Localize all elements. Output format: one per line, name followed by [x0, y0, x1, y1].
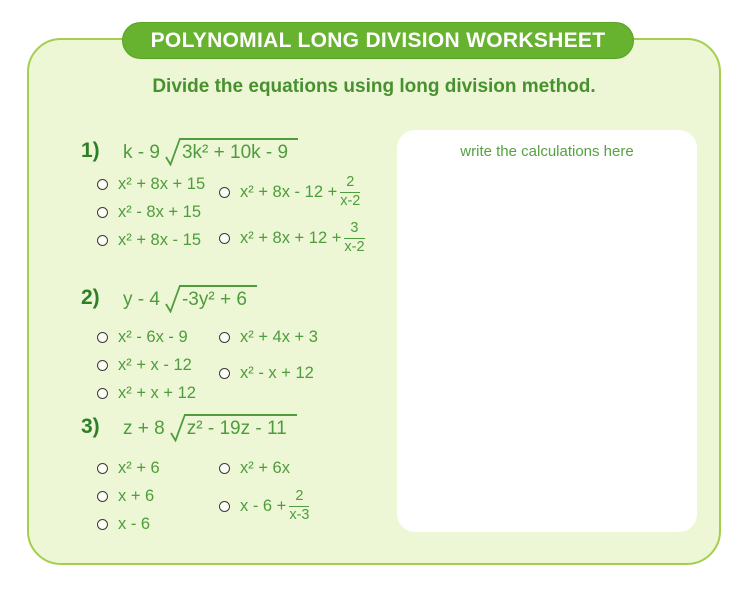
radio-button[interactable]	[97, 332, 108, 343]
option-label: x² + 6	[118, 459, 160, 477]
division-expression	[123, 412, 297, 442]
dividend-text: -3y² + 6	[179, 285, 257, 313]
options-column-right	[219, 328, 421, 412]
instructions-text: Divide the equations using long division method.	[152, 76, 596, 97]
radio-button[interactable]	[97, 235, 108, 246]
problem-3-expression	[81, 412, 421, 442]
option-label: x² - x + 12	[240, 364, 314, 382]
option-label: x² + x - 12	[118, 356, 192, 374]
fraction	[340, 175, 360, 210]
options-column-left	[97, 459, 219, 543]
answer-option[interactable]	[97, 487, 219, 506]
worksheet-title-banner	[122, 22, 634, 59]
radio-button[interactable]	[219, 501, 230, 512]
answer-option[interactable]	[219, 328, 421, 347]
problem-number: 1)	[81, 139, 100, 162]
divisor-text: z + 8	[123, 418, 165, 439]
radio-button[interactable]	[97, 463, 108, 474]
answer-option[interactable]	[97, 459, 219, 478]
answer-option[interactable]	[219, 221, 421, 256]
option-label: x² + 8x - 12 +	[240, 182, 338, 201]
fraction-denominator: x-2	[340, 192, 361, 209]
options-column-right	[219, 175, 421, 265]
radio-button[interactable]	[97, 491, 108, 502]
radio-button[interactable]	[219, 463, 230, 474]
option-label: x² + 8x + 12 +	[240, 228, 342, 247]
option-label: x² - 6x - 9	[118, 328, 188, 346]
option-label: x - 6 +	[240, 496, 287, 515]
radio-button[interactable]	[219, 187, 230, 198]
option-label: x² + 8x + 15	[118, 175, 206, 193]
fraction-denominator: x-3	[289, 506, 310, 523]
fraction-numerator: 2	[340, 175, 360, 193]
options-column-right	[219, 459, 421, 543]
problem-3-options	[97, 459, 421, 543]
radio-button[interactable]	[97, 519, 108, 530]
answer-option[interactable]	[97, 203, 219, 222]
radio-button[interactable]	[97, 207, 108, 218]
option-label: x - 6	[118, 515, 151, 533]
answer-option[interactable]	[219, 459, 421, 478]
option-label: x² + x + 12	[118, 384, 196, 402]
division-expression	[123, 283, 257, 313]
option-label: x² - 8x + 15	[118, 203, 201, 221]
problem-1-options	[97, 175, 421, 265]
answer-option[interactable]	[97, 175, 219, 194]
problem-1	[81, 136, 421, 265]
answer-option[interactable]	[219, 364, 421, 383]
fraction-numerator: 2	[289, 489, 309, 507]
worksheet-title: POLYNOMIAL LONG DIVISION WORKSHEET	[150, 28, 606, 52]
problem-3	[81, 412, 421, 543]
radio-button[interactable]	[97, 388, 108, 399]
worksheet-card	[27, 28, 721, 565]
fraction	[344, 221, 364, 256]
options-column-left	[97, 328, 219, 412]
radio-button[interactable]	[219, 332, 230, 343]
option-label: x² + 8x - 15	[118, 231, 201, 249]
answer-option[interactable]	[219, 175, 421, 210]
divisor-text: y - 4	[123, 289, 160, 310]
answer-option[interactable]	[219, 489, 421, 524]
radio-button[interactable]	[97, 179, 108, 190]
dividend-text: 3k² + 10k - 9	[179, 138, 298, 166]
answer-option[interactable]	[97, 384, 219, 403]
fraction	[289, 489, 309, 524]
problem-number: 3)	[81, 415, 100, 438]
problem-1-expression	[81, 136, 421, 166]
dividend-text: z² - 19z - 11	[184, 414, 297, 442]
calculations-area[interactable]	[397, 130, 697, 532]
problem-2-options	[97, 328, 421, 412]
problem-2-expression	[81, 283, 421, 313]
option-label: x² + 4x + 3	[240, 328, 318, 346]
option-label: x² + 6x	[240, 459, 290, 477]
problem-2	[81, 283, 421, 412]
options-column-left	[97, 175, 219, 265]
answer-option[interactable]	[97, 356, 219, 375]
calculations-label: write the calculations here	[460, 143, 634, 160]
fraction-denominator: x-2	[344, 238, 365, 255]
option-label: x + 6	[118, 487, 155, 505]
answer-option[interactable]	[97, 515, 219, 534]
division-expression	[123, 136, 298, 166]
divisor-text: k - 9	[123, 142, 160, 163]
problem-number: 2)	[81, 286, 100, 309]
radio-button[interactable]	[219, 233, 230, 244]
radio-button[interactable]	[219, 368, 230, 379]
radio-button[interactable]	[97, 360, 108, 371]
answer-option[interactable]	[97, 328, 219, 347]
answer-option[interactable]	[97, 231, 219, 250]
fraction-numerator: 3	[344, 221, 364, 239]
